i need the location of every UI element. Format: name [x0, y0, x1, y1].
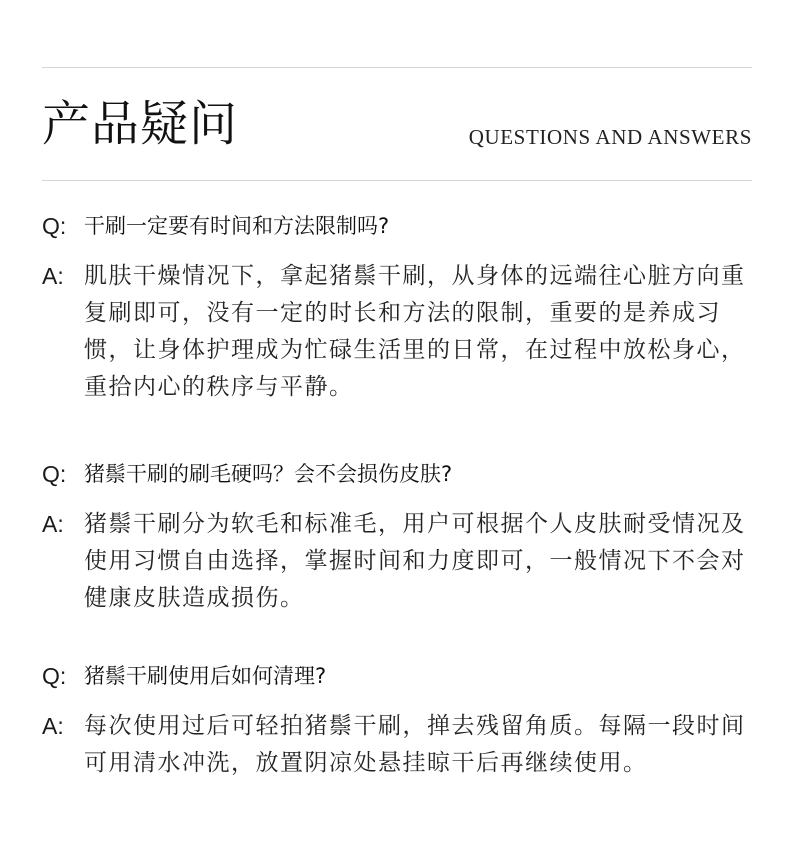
- page-subtitle: QUESTIONS AND ANSWERS: [468, 125, 752, 149]
- answer-marker: A:: [42, 263, 64, 289]
- faq-item: [42, 456, 754, 617]
- question-row: [42, 456, 754, 492]
- faq-item: [42, 658, 754, 782]
- answer-text: 猪鬃干刷分为软毛和标准毛，用户可根据个人皮肤耐受情况及使用习惯自由选择，掌握时间和力度即可，一般情况下不会对健康皮肤造成损伤。: [84, 511, 746, 611]
- question-row: [42, 658, 754, 694]
- header-divider: [42, 180, 752, 181]
- question-text: 猪鬃干刷的刷毛硬吗？会不会损伤皮肤?: [84, 462, 453, 486]
- question-marker: Q:: [42, 461, 67, 487]
- answer-text: 肌肤干燥情况下，拿起猪鬃干刷，从身体的远端往心脏方向重复刷即可，没有一定的时长和方法的限制，重要的是养成习惯，让身体护理成为忙碌生活里的日常，在过程中放松身心，重拾内心的秩序与平静。: [84, 263, 746, 400]
- answer-marker: A:: [42, 713, 64, 739]
- faq-item: [42, 208, 754, 406]
- question-text: 干刷一定要有时间和方法限制吗?: [84, 214, 390, 238]
- question-row: [42, 208, 754, 244]
- answer-row: [42, 506, 754, 617]
- answer-marker: A:: [42, 511, 64, 537]
- question-text: 猪鬃干刷使用后如何清理?: [84, 664, 327, 688]
- page-title: 产品疑问: [42, 96, 239, 152]
- question-marker: Q:: [42, 213, 67, 239]
- answer-row: [42, 708, 754, 782]
- answer-row: [42, 258, 754, 406]
- question-marker: Q:: [42, 663, 67, 689]
- answer-text: 每次使用过后可轻拍猪鬃干刷，掸去残留角质。每隔一段时间可用清水冲洗，放置阴凉处悬挂晾干后再继续使用。: [84, 713, 746, 776]
- top-divider: [42, 67, 752, 68]
